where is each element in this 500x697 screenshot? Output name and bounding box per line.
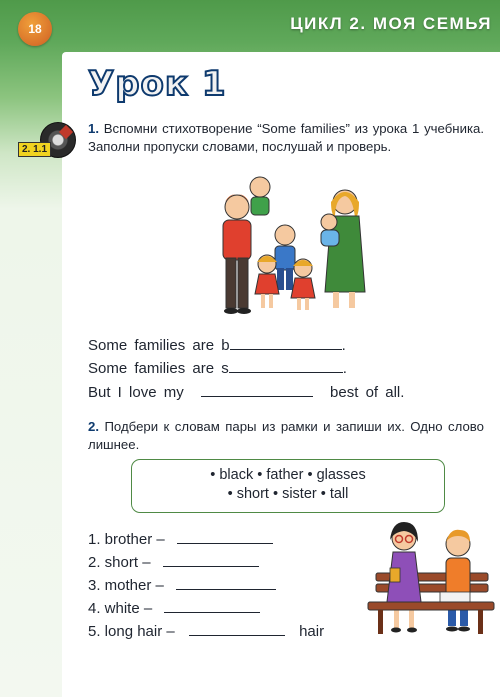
match-item-5-suffix: hair <box>299 623 325 640</box>
exercise2-number: 2. <box>88 419 99 434</box>
match-item-4 <box>88 600 260 617</box>
poem-line-3-suffix: best of all. <box>330 384 405 401</box>
word-box-row-2: • short • sister • tall <box>227 486 349 502</box>
poem-line-1-suffix: . <box>341 337 346 354</box>
page-number-badge: 18 <box>18 12 52 46</box>
poem-line-3-blank[interactable] <box>201 395 313 397</box>
cycle-title: ЦИКЛ 2. МОЯ СЕМЬЯ <box>290 14 492 33</box>
match-item-4-label: 4. white – <box>88 600 153 617</box>
match-item-1 <box>88 531 273 548</box>
poem-line-1-blank[interactable] <box>230 348 342 350</box>
audio-track-tag[interactable] <box>18 122 80 158</box>
word-box-row-1: • black • father • glasses <box>210 467 366 483</box>
page-header <box>0 0 500 52</box>
exercise2-instruction <box>88 418 484 454</box>
word-box <box>131 459 445 513</box>
match-item-1-label: 1. brother – <box>88 531 165 548</box>
poem-line-2-prefix: Some families are s <box>88 360 229 377</box>
bench-illustration <box>366 518 496 643</box>
match-item-1-blank[interactable] <box>177 542 273 544</box>
exercise1-instruction-text: Вспомни стихотворение “Some families” из урока 1 учебника. Заполни пропуски словами, послушай и проверь. <box>88 121 484 154</box>
match-item-3 <box>88 577 276 594</box>
poem-line-1 <box>88 337 346 354</box>
match-item-5-label: 5. long hair – <box>88 623 175 640</box>
lesson-title: Урок 1 <box>88 64 227 104</box>
exercise1-instruction <box>88 120 484 156</box>
match-item-4-blank[interactable] <box>164 611 260 613</box>
exercise1-number: 1. <box>88 121 99 136</box>
audio-track-label: 2. 1.1 <box>18 142 51 157</box>
poem-line-3-prefix: But I love my <box>88 384 184 401</box>
poem-line-2 <box>88 360 347 377</box>
match-item-5-blank[interactable] <box>189 634 285 636</box>
match-item-5 <box>88 623 324 640</box>
poem-line-2-suffix: . <box>342 360 347 377</box>
poem-line-3 <box>88 384 404 401</box>
match-item-2-label: 2. short – <box>88 554 151 571</box>
poem-line-2-blank[interactable] <box>229 371 343 373</box>
match-item-3-label: 3. mother – <box>88 577 164 594</box>
family-illustration <box>205 172 375 322</box>
match-item-2-blank[interactable] <box>163 565 259 567</box>
poem-line-1-prefix: Some families are b <box>88 337 230 354</box>
match-item-2 <box>88 554 259 571</box>
match-item-3-blank[interactable] <box>176 588 276 590</box>
exercise2-instruction-text: Подбери к словам пары из рамки и запиши их. Одно слово лишнее. <box>88 419 484 452</box>
